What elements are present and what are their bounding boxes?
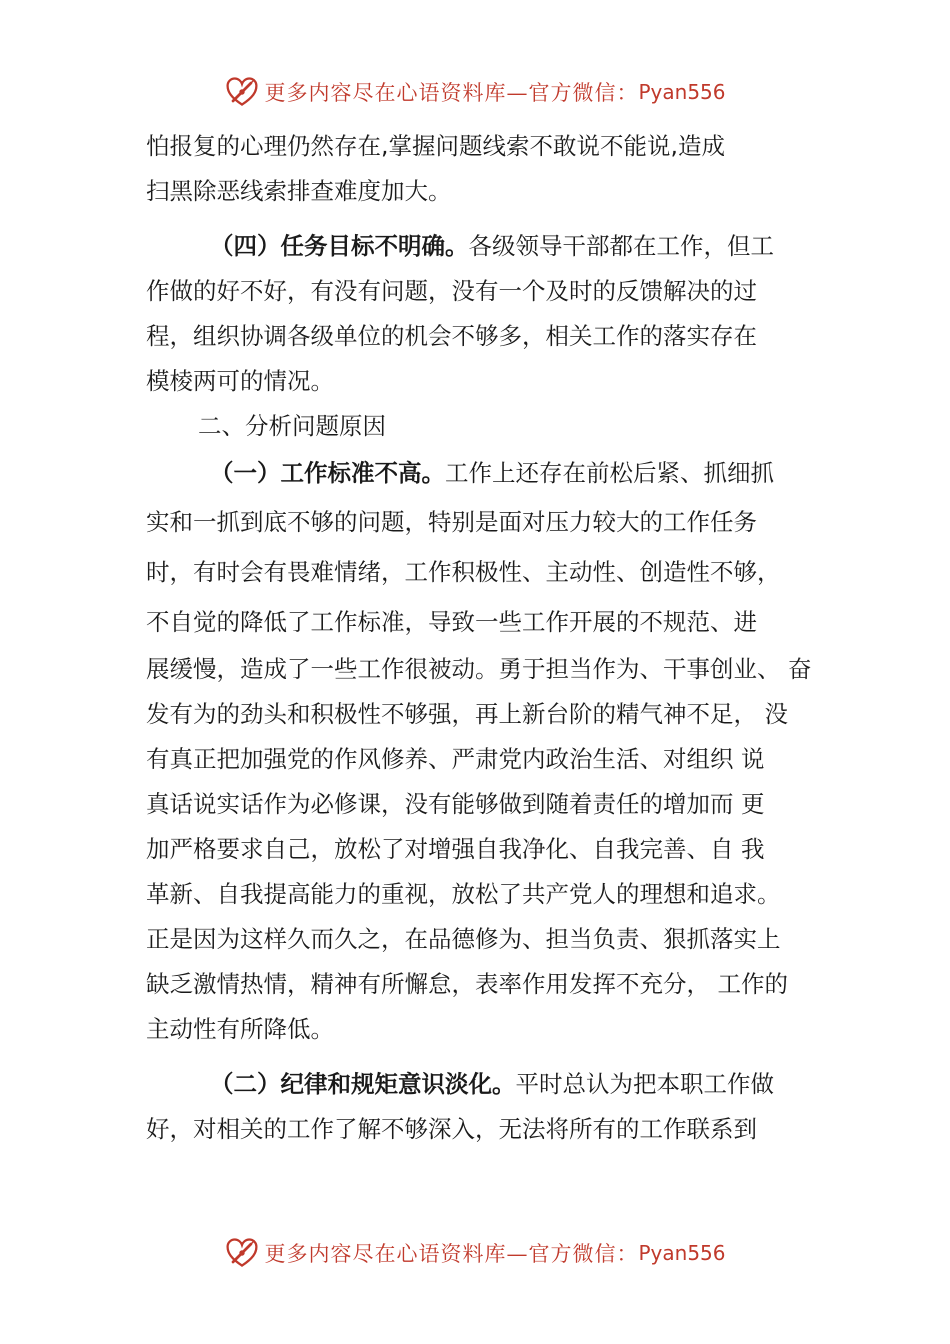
text-line: 怕报复的心理仍然存在,掌握问题线索不敢说不能说,造成 xyxy=(146,132,725,160)
watermark-text: 更多内容尽在心语资料库—官方微信： xyxy=(264,1242,639,1266)
watermark-text: 更多内容尽在心语资料库—官方微信： xyxy=(264,81,639,105)
paragraph xyxy=(146,124,836,214)
text-line: 主动性有所降低。 xyxy=(146,1015,334,1043)
text-line: 好，对相关的工作了解不够深入，无法将所有的工作联系到 xyxy=(146,1115,757,1143)
text-line: 作做的好不好，有没有问题，没有一个及时的反馈解决的过 xyxy=(146,277,757,305)
text-line: 缺乏激情热情，精神有所懈怠，表率作用发挥不充分， 工作的 xyxy=(146,970,788,998)
text-line xyxy=(146,224,836,269)
text-line xyxy=(146,449,836,497)
watermark-header xyxy=(0,72,950,112)
text-line: 程，组织协调各级单位的机会不够多，相关工作的落实存在 xyxy=(146,322,757,350)
text-line: 不自觉的降低了工作标准，导致一些工作开展的不规范、进 xyxy=(146,608,757,636)
text-run: 工作上还存在前松后紧、抓细抓 xyxy=(445,459,774,487)
watermark-wechat-id: Pyan556 xyxy=(638,1241,726,1265)
heart-pen-logo-icon xyxy=(224,1235,260,1271)
paragraph-heading: （四）任务目标不明确。 xyxy=(210,232,469,260)
text-line: 展缓慢，造成了一些工作很被动。勇于担当作为、干事创业、 奋 xyxy=(146,655,812,683)
paragraph-heading: （二）纪律和规矩意识淡化。 xyxy=(210,1070,516,1098)
paragraph xyxy=(146,224,836,404)
text-line: 真话说实话作为必修课，没有能够做到随着责任的增加而 更 xyxy=(146,790,765,818)
paragraph xyxy=(146,1062,836,1152)
text-line: 实和一抓到底不够的问题，特别是面对压力较大的工作任务 xyxy=(146,508,757,536)
text-run: 各级领导干部都在工作，但工 xyxy=(468,232,774,260)
text-line xyxy=(146,1062,836,1107)
text-line: 模棱两可的情况。 xyxy=(146,367,334,395)
text-line: 时，有时会有畏难情绪，工作积极性、主动性、创造性不够， xyxy=(146,558,781,586)
text-run: 平时总认为把本职工作做 xyxy=(515,1070,774,1098)
text-line: 革新、自我提高能力的重视，放松了共产党人的理想和追求。 xyxy=(146,880,781,908)
paragraph xyxy=(146,404,836,449)
text-line: 有真正把加强党的作风修养、严肃党内政治生活、对组织 说 xyxy=(146,745,765,773)
text-line: 扫黑除恶线索排查难度加大。 xyxy=(146,177,452,205)
watermark-wechat-id: Pyan556 xyxy=(638,80,726,104)
section-title: 二、分析问题原因 xyxy=(198,412,386,440)
text-line: 正是因为这样久而久之，在品德修为、担当负责、狠抓落实上 xyxy=(146,925,781,953)
paragraph xyxy=(146,449,836,1052)
document-body xyxy=(146,124,836,1152)
heart-pen-logo-icon xyxy=(224,74,260,110)
text-line: 发有为的劲头和积极性不够强，再上新台阶的精气神不足， 没 xyxy=(146,700,788,728)
paragraph-heading: （一）工作标准不高。 xyxy=(210,459,445,487)
text-line: 加严格要求自己，放松了对增强自我净化、自我完善、自 我 xyxy=(146,835,765,863)
watermark-footer xyxy=(0,1233,950,1273)
